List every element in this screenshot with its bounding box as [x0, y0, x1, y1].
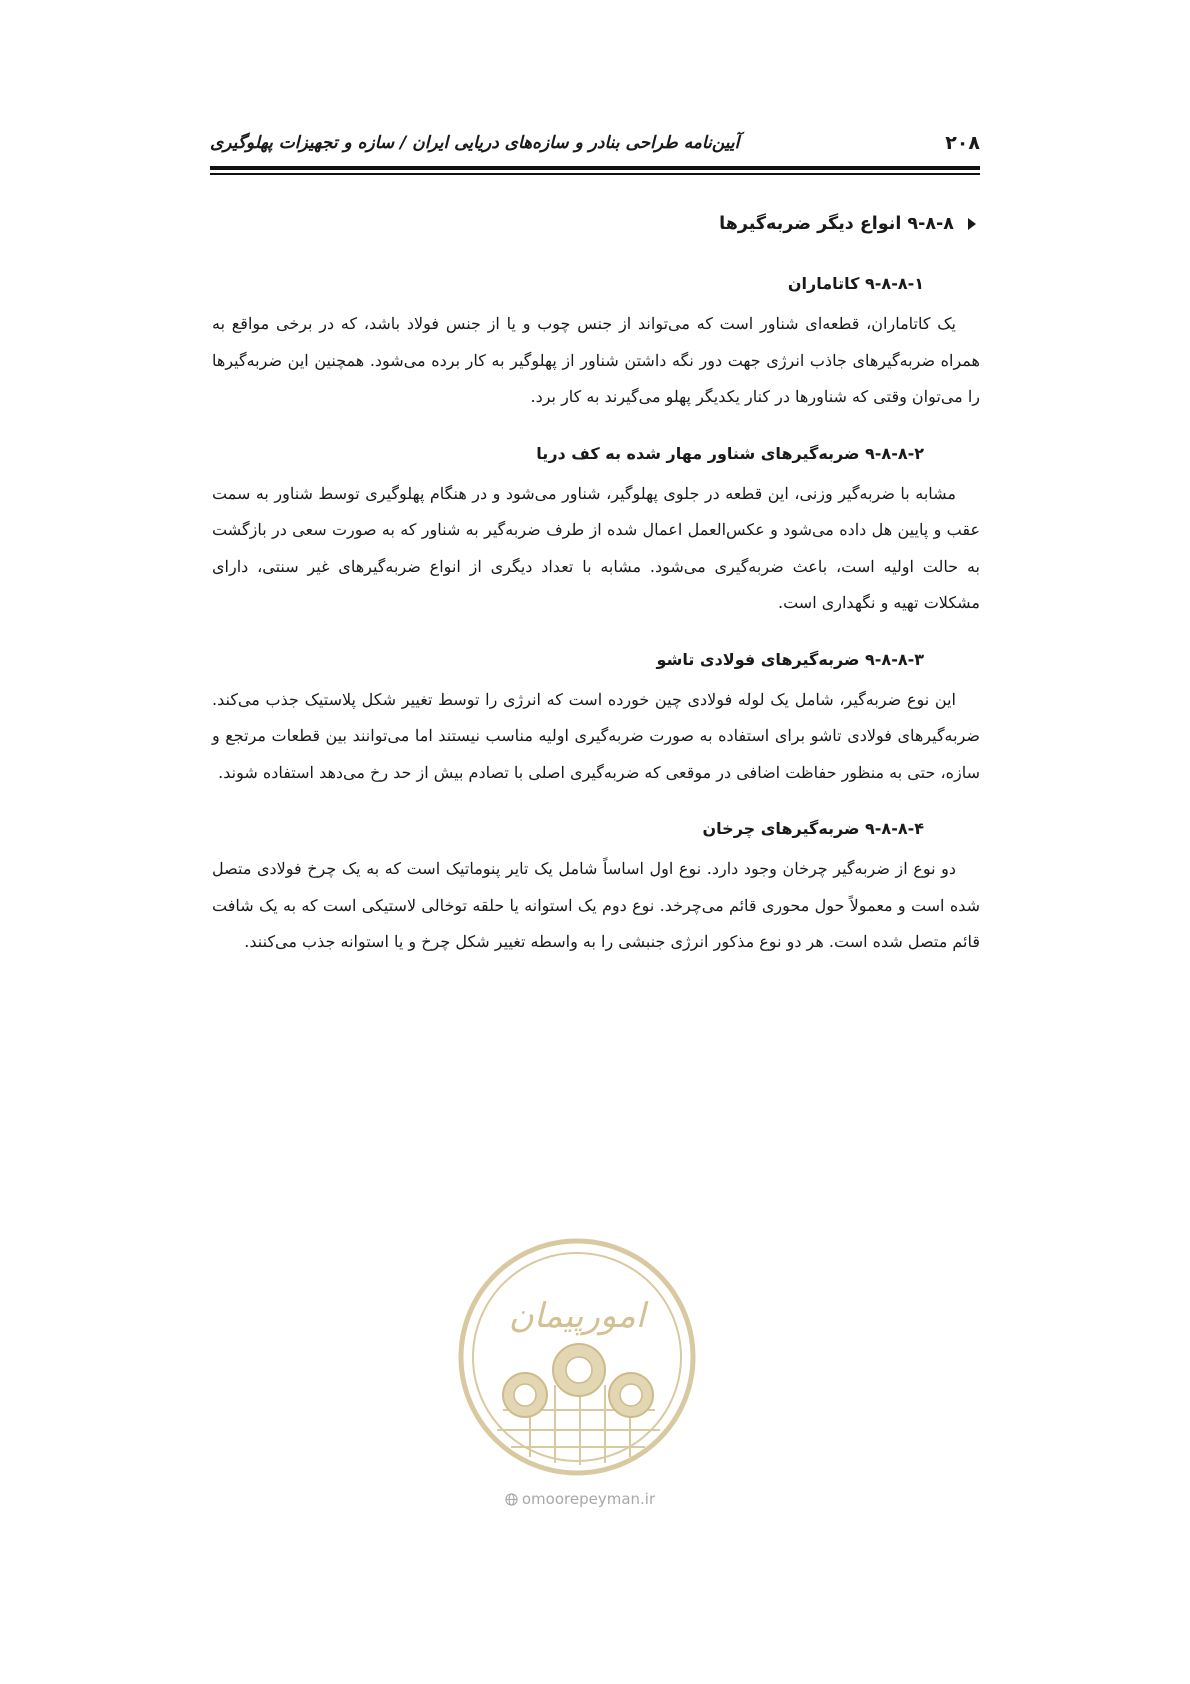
paragraph-rotating: دو نوع از ضربه‌گیر چرخان وجود دارد. نوع اول اساساً شامل یک تایر پنوماتیک است که به یک چرخ فولادی متصل شده است و معمولاً حول محوری قائم می‌چرخد. نوع دوم یک استوانه یا حلقه توخالی لاستیکی است که به یک شافت قائم متصل شده است. هر دو نوع مذکور انرژی جنبشی را به واسطه تغییر شکل چرخ و یا استوانه جذب می‌کنند. [212, 859, 981, 951]
subsection-heading-collapsible-steel: ۹-۸-۸-۳ ضربه‌گیرهای فولادی تاشو [656, 649, 924, 669]
running-title: آیین‌نامه طراحی بنادر و سازه‌های دریایی ایران / سازه و تجهیزات پهلوگیری [210, 133, 740, 153]
watermark-logo [455, 1235, 700, 1480]
triangle-bullet-icon [968, 218, 976, 230]
section-heading [212, 210, 980, 238]
subsection-heading-catamaran: ۹-۸-۸-۱ کاتاماران [787, 274, 924, 293]
page-number: ۲۰۸ [945, 132, 980, 154]
section-heading-text: ۹-۸-۸ انواع دیگر ضربه‌گیرها [719, 214, 954, 234]
paragraph-collapsible-steel: این نوع ضربه‌گیر، شامل یک لوله فولادی چین خورده است که انرژی را توسط تغییر شکل پلاستیک جذب می‌کند. ضربه‌گیرهای فولادی تاشو برای استفاده به صورت ضربه‌گیری اولیه مناسب نیستند اما می‌توانند بین قطعات مرتجع و سازه، حتی به منظور حفاظت اضافی در موقعی که ضربه‌گیری اصلی با تصادم بیش از حد رخ می‌دهد استفاده شوند. [212, 689, 980, 782]
watermark-logo-text: امورپیمان [508, 1296, 646, 1336]
header-rule-thick [210, 166, 980, 170]
document-body [212, 210, 980, 985]
subsection-heading-rotating: ۹-۸-۸-۴ ضربه‌گیرهای چرخان [702, 819, 924, 838]
paragraph-floating-moored: مشابه با ضربه‌گیر وزنی، این قطعه در جلوی پهلوگیر، شناور می‌شود و در هنگام پهلوگیری توسط شناور به سمت عقب و پایین هل داده می‌شود و عکس‌العمل اعمال شده از طرف ضربه‌گیر به شناور که به صورت سعی در بازگشت به حالت اولیه است، باعث ضربه‌گیری می‌شود. مشابه با تعداد دیگری از انواع ضربه‌گیرهای غیر سنتی، دارای مشکلات تهیه و نگهداری است. [212, 483, 980, 612]
watermark-url-text: omoorepeyman.ir [521, 1490, 656, 1508]
paragraph-catamaran: یک کاتاماران، قطعه‌ای شناور است که می‌تواند از جنس چوب و یا از جنس فولاد باشد، که در برخی مواقع به همراه ضربه‌گیرهای جاذب انرژی جهت دور نگه داشتن شناور از پهلوگیر به کار برده می‌شود. همچنین این ضربه‌گیرها را می‌توان وقتی که شناورها در کنار یکدیگر پهلو می‌گیرند به کار برد. [212, 314, 980, 406]
watermark-url [475, 1490, 685, 1508]
globe-icon [505, 1493, 518, 1506]
page-header [210, 128, 980, 158]
header-rule-thin [210, 173, 980, 175]
subsection-heading-floating-moored: ۹-۸-۸-۲ ضربه‌گیرهای شناور مهار شده به کف دریا [536, 443, 924, 463]
